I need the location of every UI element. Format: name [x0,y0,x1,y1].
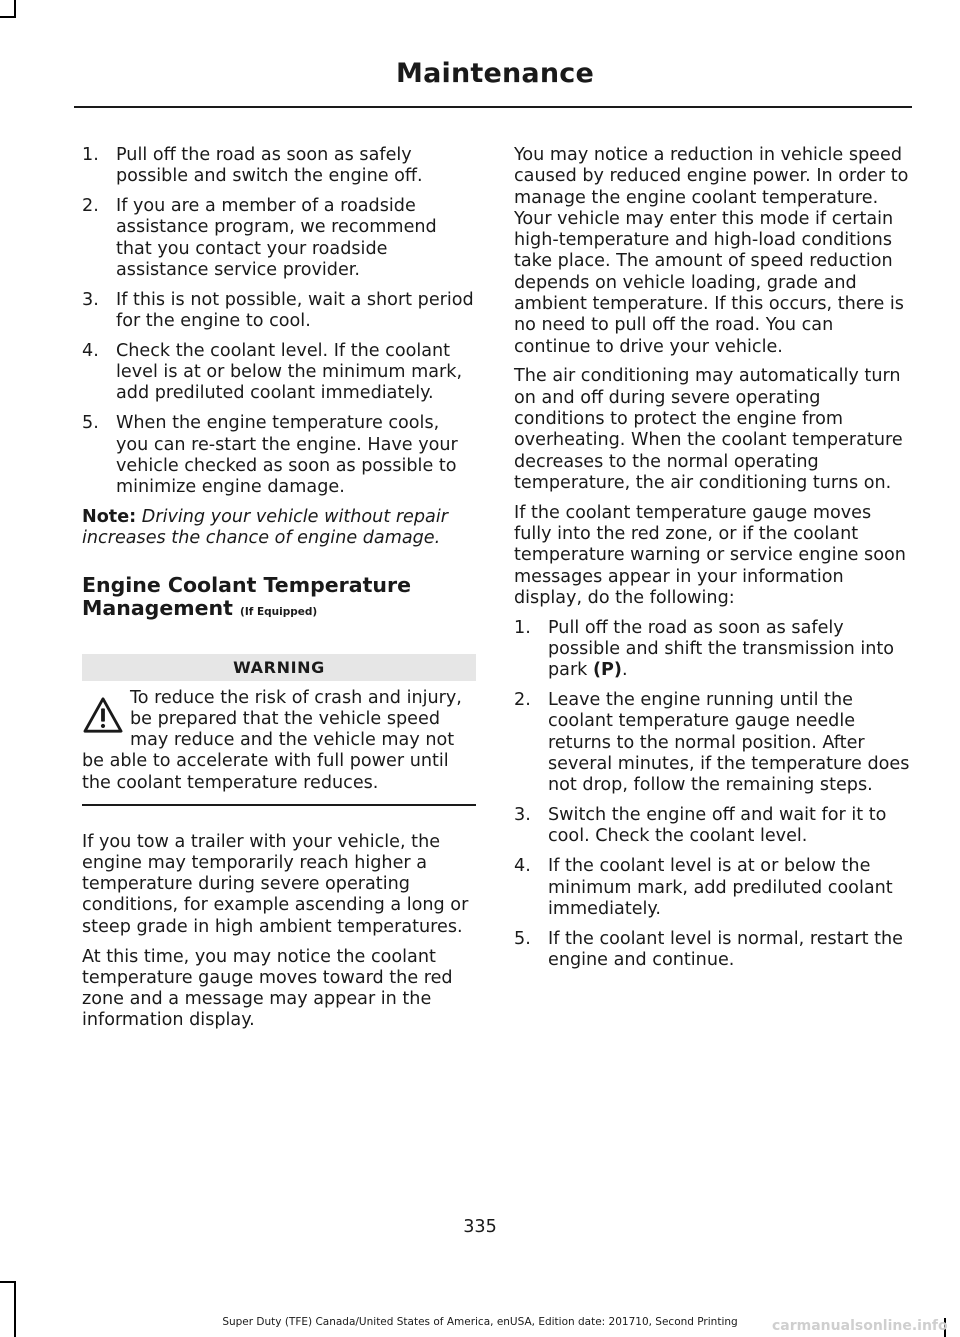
step-text: When the engine temperature cools, you can re-start the engine. Have your vehicle checked as soon as possible to minimize engine damage. [116,413,458,498]
section-heading [82,574,476,624]
crop-mark [0,16,16,18]
watermark: carmanualsonline.info [772,1318,948,1334]
step-text: Pull off the road as soon as safely possible and switch the engine off. [116,145,423,187]
step-number: 5. [514,928,531,949]
step-text: Switch the engine off and wait for it to cool. Check the coolant level. [548,805,887,847]
step-number: 1. [514,617,531,638]
park-gear-label: (P) [592,660,622,681]
header-divider [74,106,912,108]
page-number: 335 [463,1217,497,1237]
warning-text: To reduce the risk of crash and injury, be prepared that the vehicle speed may reduce and the vehicle may not be able to accelerate with full power until the coolant temperature reduces. [82,687,462,793]
note [82,507,476,550]
step-number: 1. [82,145,99,165]
paragraph: You may notice a reduction in vehicle speed caused by reduced engine power. In order to manage the engine coolant temperature. Your vehicle may enter this mode if certain high-temperature and high-load conditions take place. The amount of speed reduction depends on vehicle loading, grade and ambient temperature. If this occurs, there is no need to pull off the road. You can continue to drive your vehicle. [514,145,909,357]
list-item [82,413,476,498]
warning-label: WARNING [82,654,476,681]
footer-text: Super Duty (TFE) Canada/United States of America, enUSA, Edition date: 201710, Second Printing [222,1316,738,1328]
warning-box [82,688,476,794]
list-item [514,618,912,682]
warning-triangle-icon [82,696,124,734]
step-text: If the coolant level is normal, restart the engine and continue. [548,928,903,970]
left-column [82,145,476,1040]
paragraph: If you tow a trailer with your vehicle, the engine may temporarily reach higher a temperature during severe operating conditions, for example ascending a long or steep grade in high ambient temperatures. [82,831,469,937]
step-text: If this is not possible, wait a short period for the engine to cool. [116,289,474,332]
list-item [514,805,912,848]
step-text: If the coolant level is at or below the minimum mark, add prediluted coolant immediately. [548,856,893,919]
step-number: 2. [514,690,531,711]
step-text: Pull off the road as soon as safely possible and shift the transmission into park [548,617,895,681]
section-heading-suffix: (If Equipped) [240,605,318,618]
crop-mark [14,1281,16,1337]
right-column [514,145,912,980]
list-item [82,290,476,333]
warning-divider [82,804,476,806]
crop-mark [0,1281,16,1283]
step-tail: . [621,660,628,681]
paragraph: The air conditioning may automatically turn on and off during severe operating conditions to protect the engine from overheating. When the coolant temperature decreases to the normal operating temperature, the air conditioning turns on. [514,366,903,493]
list-item [514,690,912,796]
step-text: Leave the engine running until the coolant temperature gauge needle returns to the normal position. After several minutes, if the temperature does not drop, follow the remaining steps. [548,690,910,796]
list-item [82,196,476,281]
step-text: Check the coolant level. If the coolant level is at or below the minimum mark, add prediluted coolant immediately. [116,340,463,404]
list-item [514,929,912,972]
step-number: 4. [514,856,531,877]
step-text: If you are a member of a roadside assistance program, we recommend that you contact your roadside assistance service provider. [116,196,437,280]
list-item [82,341,476,405]
step-number: 2. [82,196,99,217]
step-number: 3. [514,805,531,826]
paragraph: At this time, you may notice the coolant temperature gauge moves toward the red zone and a message may appear in the information display. [82,946,453,1031]
section-heading-text: Engine Coolant Temperature Management [82,572,411,620]
page-title: Maintenance [396,58,594,89]
step-number: 4. [82,340,99,361]
step-number: 5. [82,413,99,434]
list-item [514,856,912,920]
step-number: 3. [82,289,99,310]
note-label: Note: [82,506,137,527]
list-item [82,145,476,188]
paragraph: If the coolant temperature gauge moves fully into the red zone, or if the coolant temperature warning or service engine soon messages appear in your information display, do the following: [514,502,906,608]
note-text: Driving your vehicle without repair increases the chance of engine damage. [82,506,448,549]
